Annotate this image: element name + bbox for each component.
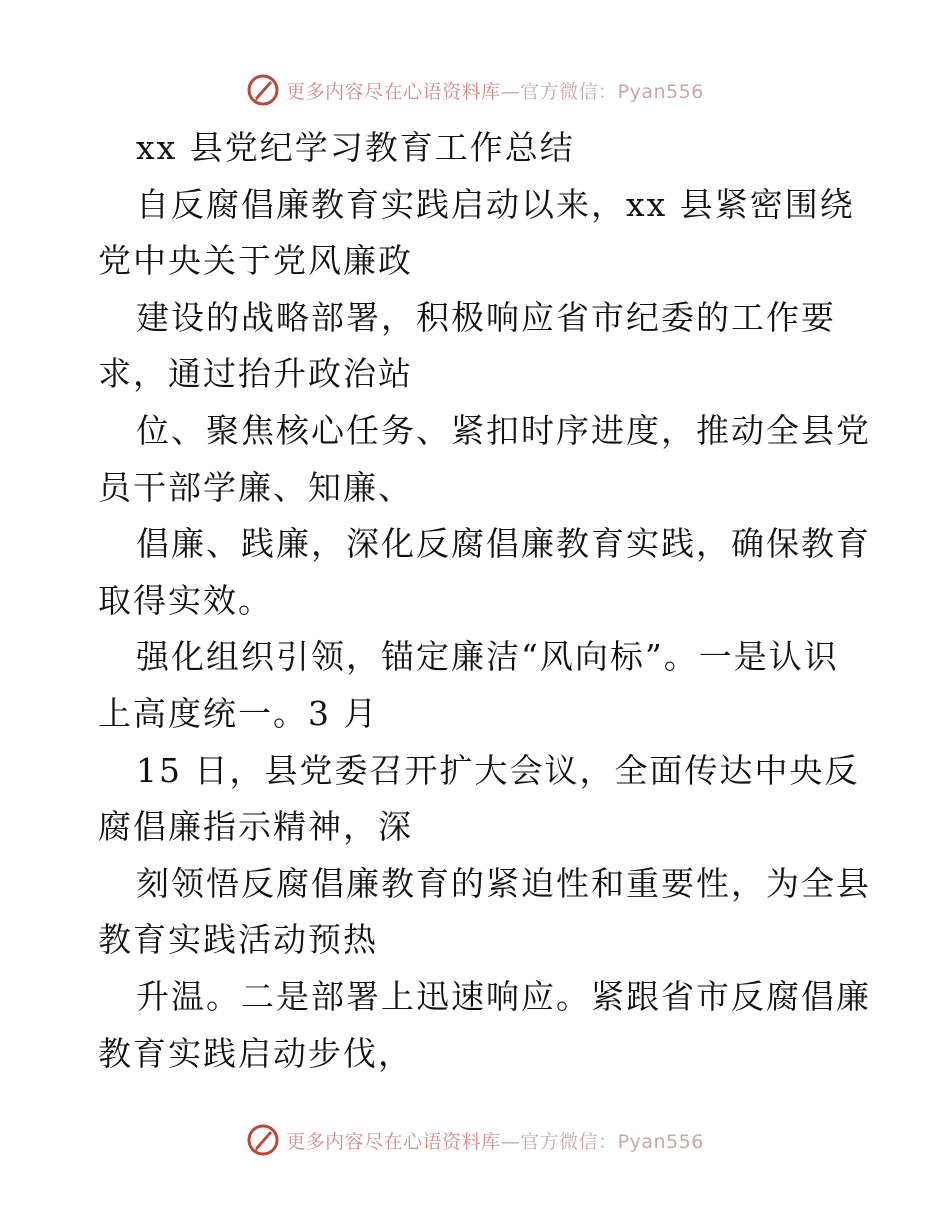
banner-text-secondary: —官方微信：Pyan556 <box>500 80 704 103</box>
banner-text <box>286 77 704 104</box>
text-line: 位、聚焦核心任务、紧扣时序进度，推动全县党 <box>136 410 871 450</box>
banner-text-primary: 更多内容尽在心语资料库 <box>286 1130 501 1153</box>
text-line: 腐倡廉指示精神，深 <box>98 807 413 847</box>
text-line: 教育实践启动步伐， <box>98 1033 413 1073</box>
text-line: 强化组织引领，锚定廉洁“风向标”。一是认识 <box>136 637 839 677</box>
document-title: xx 县党纪学习教育工作总结 <box>136 128 575 167</box>
text-line: 15 日，县党委召开扩大会议，全面传达中央反 <box>136 750 860 790</box>
text-line: 员干部学廉、知廉、 <box>98 467 413 507</box>
banner-text <box>286 1127 704 1154</box>
quill-pen-emblem-icon <box>246 1123 280 1157</box>
text-line: 上高度统一。3 月 <box>98 693 379 733</box>
document-body <box>98 120 871 1082</box>
text-line: 党中央关于党风廉政 <box>98 241 413 281</box>
text-line: 刻领悟反腐倡廉教育的紧迫性和重要性，为全县 <box>136 863 871 903</box>
header-banner <box>0 70 950 110</box>
banner-text-secondary: —官方微信：Pyan556 <box>500 1130 704 1153</box>
banner-text-primary: 更多内容尽在心语资料库 <box>286 80 501 103</box>
text-line: 升温。二是部署上迅速响应。紧跟省市反腐倡廉 <box>136 976 871 1016</box>
footer-banner <box>0 1120 950 1160</box>
text-line: 取得实效。 <box>98 580 273 620</box>
text-line: 倡廉、践廉，深化反腐倡廉教育实践，确保教育 <box>136 524 871 564</box>
text-line: 求，通过抬升政治站 <box>98 354 413 394</box>
quill-pen-emblem-icon <box>246 73 280 107</box>
text-line: 教育实践活动预热 <box>98 920 378 960</box>
text-line: 建设的战略部署，积极响应省市纪委的工作要 <box>136 297 836 337</box>
text-line: 自反腐倡廉教育实践启动以来，xx 县紧密围绕 <box>136 184 855 224</box>
